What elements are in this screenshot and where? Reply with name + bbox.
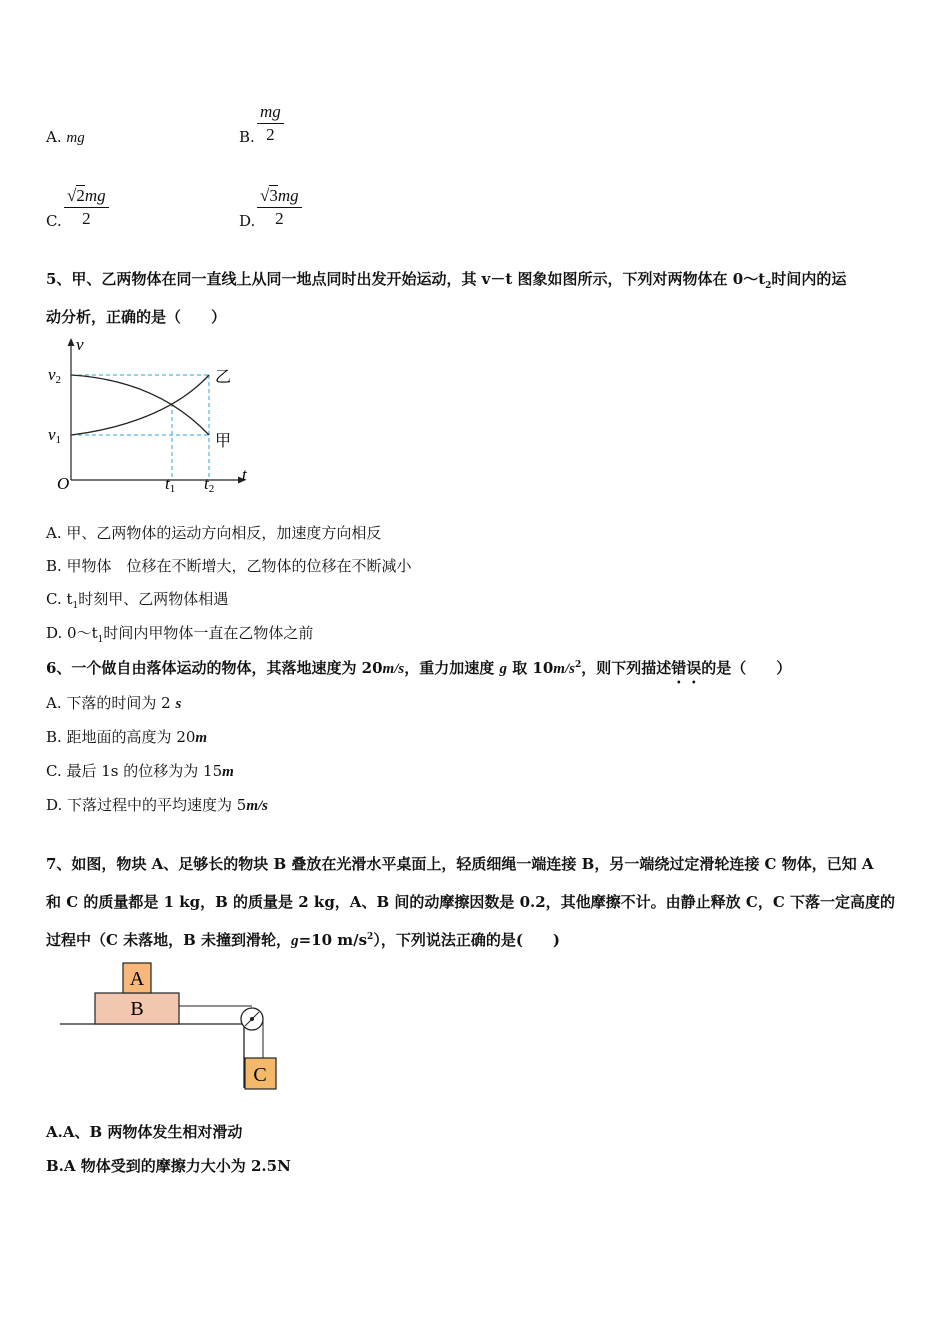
t2-label: t2 bbox=[204, 474, 215, 495]
q6-option-b-text: B. 距地面的高度为 20 bbox=[46, 728, 196, 746]
q6-option-d bbox=[46, 794, 268, 815]
q5-stem-tail: 时间内的运 bbox=[771, 270, 847, 288]
q6-stem-sup: 2 bbox=[574, 660, 582, 670]
v-axis-label: v bbox=[76, 335, 84, 354]
q5-vt-graph bbox=[40, 334, 260, 496]
q4-option-a-label: A. bbox=[46, 128, 62, 146]
q7-pulley-figure bbox=[56, 958, 286, 1094]
q5-option-d-sub: 1 bbox=[97, 635, 104, 645]
q4-option-c-denominator: 2 bbox=[82, 209, 91, 228]
q4-option-d-numerator bbox=[257, 186, 302, 206]
q4-option-d-denominator: 2 bbox=[275, 209, 284, 228]
q4-option-a-value: mg bbox=[66, 130, 85, 146]
sqrt-icon: √3 bbox=[260, 186, 278, 205]
curve-yi bbox=[71, 375, 209, 435]
q6-stem-g: g bbox=[499, 661, 507, 677]
fraction-bar bbox=[257, 123, 284, 124]
q4-option-d-label: D. bbox=[239, 212, 256, 230]
q4-option-b-numerator: mg bbox=[260, 102, 281, 121]
q4-option-c-radicand: 2 bbox=[76, 186, 85, 205]
q4-option-b-label: B. bbox=[239, 128, 255, 146]
origin-label: O bbox=[57, 474, 70, 493]
q4-option-b-denominator: 2 bbox=[266, 125, 275, 144]
q4-option-d-mg: mg bbox=[277, 186, 299, 205]
q7-stem-line1: 7、如图，物块 A、足够长的物块 B 叠放在光滑水平桌面上，轻质细绳一端连接 B，另一端绕过定滑轮连接 C 物体，已知 A bbox=[46, 855, 874, 873]
fraction-bar bbox=[257, 207, 302, 208]
q7-line3-sup: 2 bbox=[367, 932, 374, 942]
v-axis-arrow-icon bbox=[68, 338, 75, 346]
q6-stem-b: ，重力加速度 bbox=[404, 659, 500, 677]
q4-option-c-fraction bbox=[64, 186, 109, 229]
q7-option-a: A.A、B 两物体发生相对滑动 bbox=[46, 1123, 243, 1141]
q6-option-b-unit: m bbox=[195, 730, 208, 746]
q6-option-c-text: C. 最后 1s 的位移为为 15 bbox=[46, 762, 223, 780]
q5-stem-sub: 2 bbox=[765, 281, 772, 291]
q7-line3-a: 过程中（C 未落地，B 未撞到滑轮， bbox=[46, 931, 292, 949]
q6-stem-unit2: m/s bbox=[553, 661, 575, 677]
block-c-label: C bbox=[253, 1064, 267, 1086]
curve-jia bbox=[71, 375, 209, 435]
q6-stem-e: 的是（ ） bbox=[701, 659, 792, 677]
q4-option-b-fraction bbox=[257, 102, 284, 145]
q7-line3-b: =10 m/s bbox=[298, 931, 368, 949]
q6-option-c-unit: m bbox=[222, 764, 234, 780]
q7-line3-g: g bbox=[291, 933, 299, 949]
q4-option-c-mg: mg bbox=[84, 186, 106, 205]
q4-option-d-radicand: 3 bbox=[269, 186, 278, 205]
q6-option-b bbox=[46, 726, 207, 747]
q5-option-a: A. 甲、乙两物体的运动方向相反，加速度方向相反 bbox=[46, 524, 382, 542]
q4-option-a bbox=[46, 128, 85, 147]
q6-stem bbox=[46, 657, 791, 687]
q5-option-d-pre: D. 0～t bbox=[46, 624, 98, 642]
v2-label: v2 bbox=[48, 365, 62, 386]
block-b-label: B bbox=[130, 998, 144, 1020]
label-jia: 甲 bbox=[215, 431, 232, 450]
q5-option-c-post: 时刻甲、乙两物体相遇 bbox=[78, 590, 229, 608]
q4-option-d-fraction bbox=[257, 186, 302, 229]
q4-option-c-label: C. bbox=[46, 212, 62, 230]
q5-option-d-post: 时间内甲物体一直在乙物体之前 bbox=[103, 624, 314, 642]
q5-option-c bbox=[46, 588, 228, 611]
q7-stem-line3 bbox=[46, 929, 560, 950]
fraction-bar bbox=[64, 207, 109, 208]
q5-option-b: B. 甲物体 位移在不断增大，乙物体的位移在不断减小 bbox=[46, 557, 412, 575]
q5-stem-line2: 动分析，正确的是（ ） bbox=[46, 308, 227, 326]
sqrt-icon: √2 bbox=[67, 186, 85, 205]
q6-option-a-unit: s bbox=[175, 696, 182, 712]
q5-stem-text: 5、甲、乙两物体在同一直线上从同一地点同时出发开始运动，其 v－t 图象如图所示，下列对两物体在 0～t bbox=[46, 270, 766, 288]
q6-option-d-unit: m/s bbox=[246, 798, 269, 814]
t-axis-label: t bbox=[242, 465, 247, 484]
q5-option-c-sub: 1 bbox=[72, 601, 79, 611]
t1-label: t1 bbox=[165, 474, 176, 495]
q6-option-a-text: A. 下落的时间为 2 bbox=[46, 694, 176, 712]
q4-option-c-numerator bbox=[64, 186, 109, 206]
q5-option-d bbox=[46, 622, 313, 645]
label-yi: 乙 bbox=[215, 367, 232, 386]
q7-option-b: B.A 物体受到的摩擦力大小为 2.5N bbox=[46, 1157, 291, 1175]
q6-option-d-text: D. 下落过程中的平均速度为 5 bbox=[46, 796, 247, 814]
q6-stem-a: 6、一个做自由落体运动的物体，其落地速度为 20 bbox=[46, 659, 383, 677]
q6-option-a bbox=[46, 692, 181, 713]
block-a-label: A bbox=[129, 968, 145, 990]
q7-line3-c: ），下列说法正确的是( ) bbox=[373, 931, 561, 949]
q6-stem-d: ，则下列描述 bbox=[581, 659, 672, 677]
q6-stem-unit1: m/s bbox=[382, 661, 405, 677]
q6-stem-c: 取 10 bbox=[506, 659, 554, 677]
q6-option-c bbox=[46, 760, 234, 781]
v1-label: v1 bbox=[48, 425, 62, 446]
q7-stem-line2: 和 C 的质量都是 1 kg，B 的质量是 2 kg，A、B 间的动摩擦因数是 0.2，其他摩擦不计。由静止释放 C，C 下落一定高度的 bbox=[46, 893, 895, 911]
q6-stem-emphasis: 错误 bbox=[671, 659, 702, 677]
q5-option-c-pre: C. t bbox=[46, 590, 73, 608]
q5-stem-line1 bbox=[46, 268, 846, 291]
